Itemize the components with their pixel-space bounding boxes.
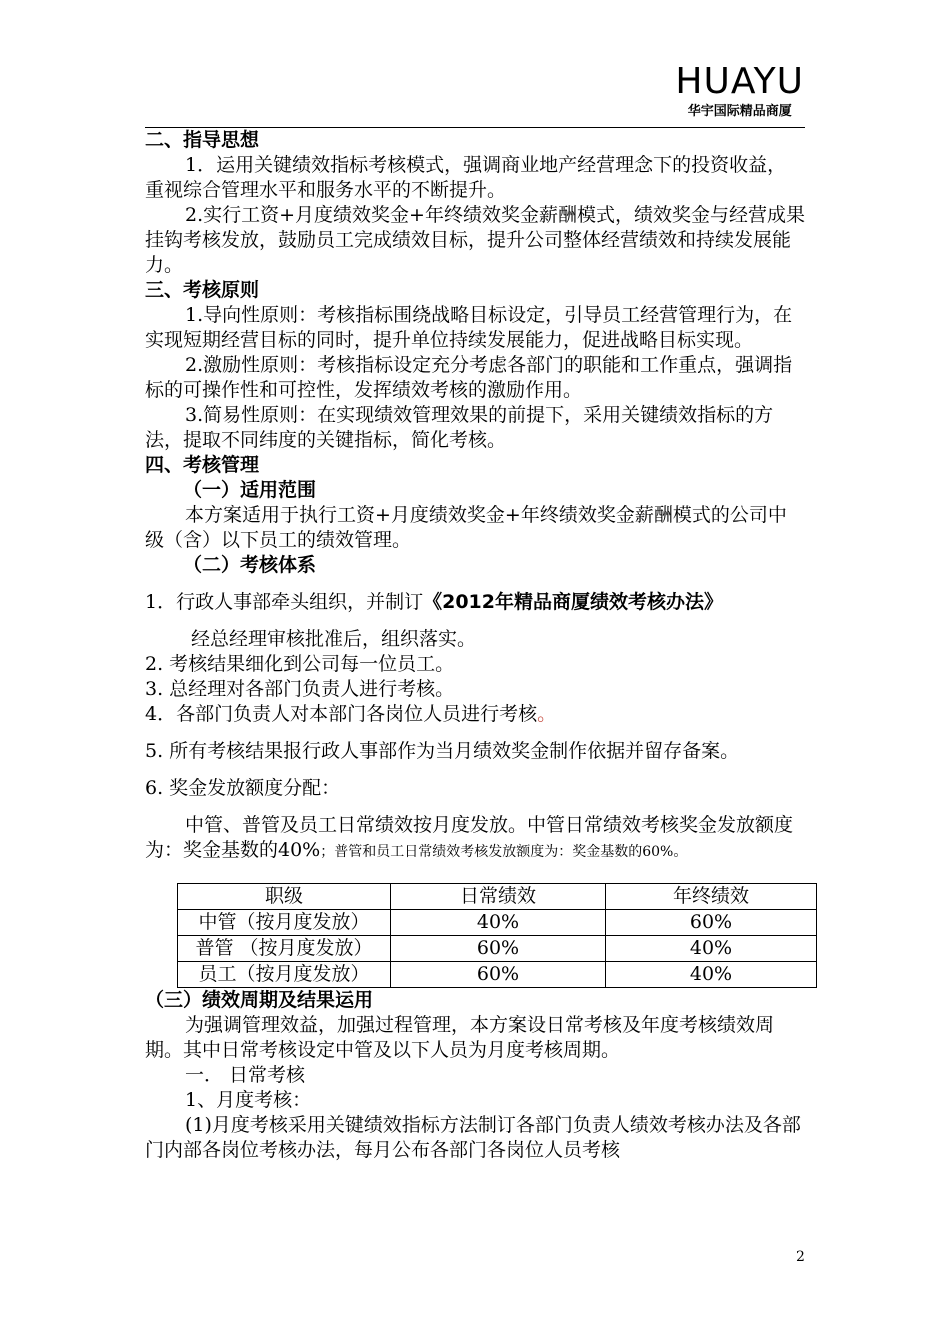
- subsection-heading: （二）考核体系: [183, 554, 317, 576]
- table-header-row: [178, 884, 817, 910]
- list-item: 2. 考核结果细化到公司每一位员工。: [145, 653, 455, 675]
- paragraph: 2.实行工资+月度绩效奖金+年终绩效奖金薪酬模式，绩效奖金与经营成果挂钩考核发放，鼓励员工完成绩效目标，提升公司整体经营绩效和持续发展能力。: [145, 204, 805, 276]
- paragraph: [145, 813, 805, 865]
- paragraph: 2.激励性原则：考核指标设定充分考虑各部门的职能和工作重点，强调指标的可操作性和可控性，发挥绩效考核的激励作用。: [145, 354, 793, 401]
- list-item-text: 4．各部门负责人对本部门各岗位人员进行考核: [145, 703, 538, 725]
- subsection-heading: （一）适用范围: [183, 479, 317, 501]
- table-cell: 中管（按月度发放）: [178, 910, 391, 936]
- document-title-ref: 《2012年精品商厦绩效考核办法》: [423, 591, 723, 613]
- table-row: [178, 910, 817, 936]
- paragraph: 一． 日常考核: [185, 1064, 306, 1086]
- list-item: [145, 702, 805, 727]
- paragraph-text: 中管、普管及员工日常绩效按月度发放。中管日常绩效考核奖金发放额度为：奖金基数的40%: [145, 814, 794, 861]
- logo-wordmark: HUAYU: [675, 61, 804, 102]
- section-heading-4: 四、考核管理: [145, 454, 260, 476]
- subsection-heading: （三）绩效周期及结果运用: [145, 989, 374, 1011]
- paragraph-text-small: ；普管和员工日常绩效考核发放额度为：奖金基数的60%。: [320, 844, 688, 860]
- paragraph: (1)月度考核采用关键绩效指标方法制订各部门负责人绩效考核办法及各部门内部各岗位考核办法，每月公布各部门各岗位人员考核: [145, 1114, 801, 1161]
- table-cell: 普管 （按月度发放）: [178, 936, 391, 962]
- list-item: 3. 总经理对各部门负责人进行考核。: [145, 678, 455, 700]
- bonus-table: [177, 883, 817, 988]
- logo-subtitle: 华宇国际精品商厦: [687, 104, 792, 119]
- paragraph: 1、月度考核：: [185, 1089, 312, 1111]
- table-cell: 员工（按月度发放）: [178, 962, 391, 988]
- table-header: 日常绩效: [391, 884, 606, 910]
- table-row: [178, 936, 817, 962]
- table-cell: 40%: [606, 936, 817, 962]
- table-cell: 60%: [606, 910, 817, 936]
- list-item-text: 1．行政人事部牵头组织，并制订: [145, 591, 424, 613]
- table-row: [178, 962, 817, 988]
- section-heading-2: 二、指导思想: [145, 129, 260, 151]
- page-number: 2: [796, 1249, 805, 1265]
- company-logo: [675, 62, 804, 120]
- paragraph: 为强调管理效益，加强过程管理，本方案设日常考核及年度考核绩效周期。其中日常考核设定中管及以下人员为月度考核周期。: [145, 1014, 775, 1061]
- table-cell: 40%: [391, 910, 606, 936]
- table-cell: 60%: [391, 962, 606, 988]
- table-cell: 60%: [391, 936, 606, 962]
- table-header: 职级: [178, 884, 391, 910]
- list-item: 6. 奖金发放额度分配：: [145, 777, 341, 799]
- paragraph: 本方案适用于执行工资+月度绩效奖金+年终绩效奖金薪酬模式的公司中级（含）以下员工的绩效管理。: [145, 504, 787, 551]
- paragraph: 1.导向性原则：考核指标围绕战略目标设定，引导员工经营管理行为，在实现短期经营目标的同时，提升单位持续发展能力，促进战略目标实现。: [145, 304, 793, 351]
- table-cell: 40%: [606, 962, 817, 988]
- list-item: [145, 590, 805, 615]
- list-item: 5. 所有考核结果报行政人事部作为当月绩效奖金制作依据并留存备案。: [145, 740, 740, 762]
- table-header: 年终绩效: [606, 884, 817, 910]
- document-body: [145, 128, 805, 1163]
- section-heading-3: 三、考核原则: [145, 279, 260, 301]
- list-item-continuation: 经总经理审核批准后，组织落实。: [191, 628, 477, 650]
- paragraph: 1．运用关键绩效指标考核模式，强调商业地产经营理念下的投资收益，重视综合管理水平和服务水平的不断提升。: [145, 154, 787, 201]
- paragraph: 3.简易性原则：在实现绩效管理效果的前提下，采用关键绩效指标的方法，提取不同纬度的关键指标，简化考核。: [145, 404, 774, 451]
- revision-mark: 。: [537, 703, 557, 725]
